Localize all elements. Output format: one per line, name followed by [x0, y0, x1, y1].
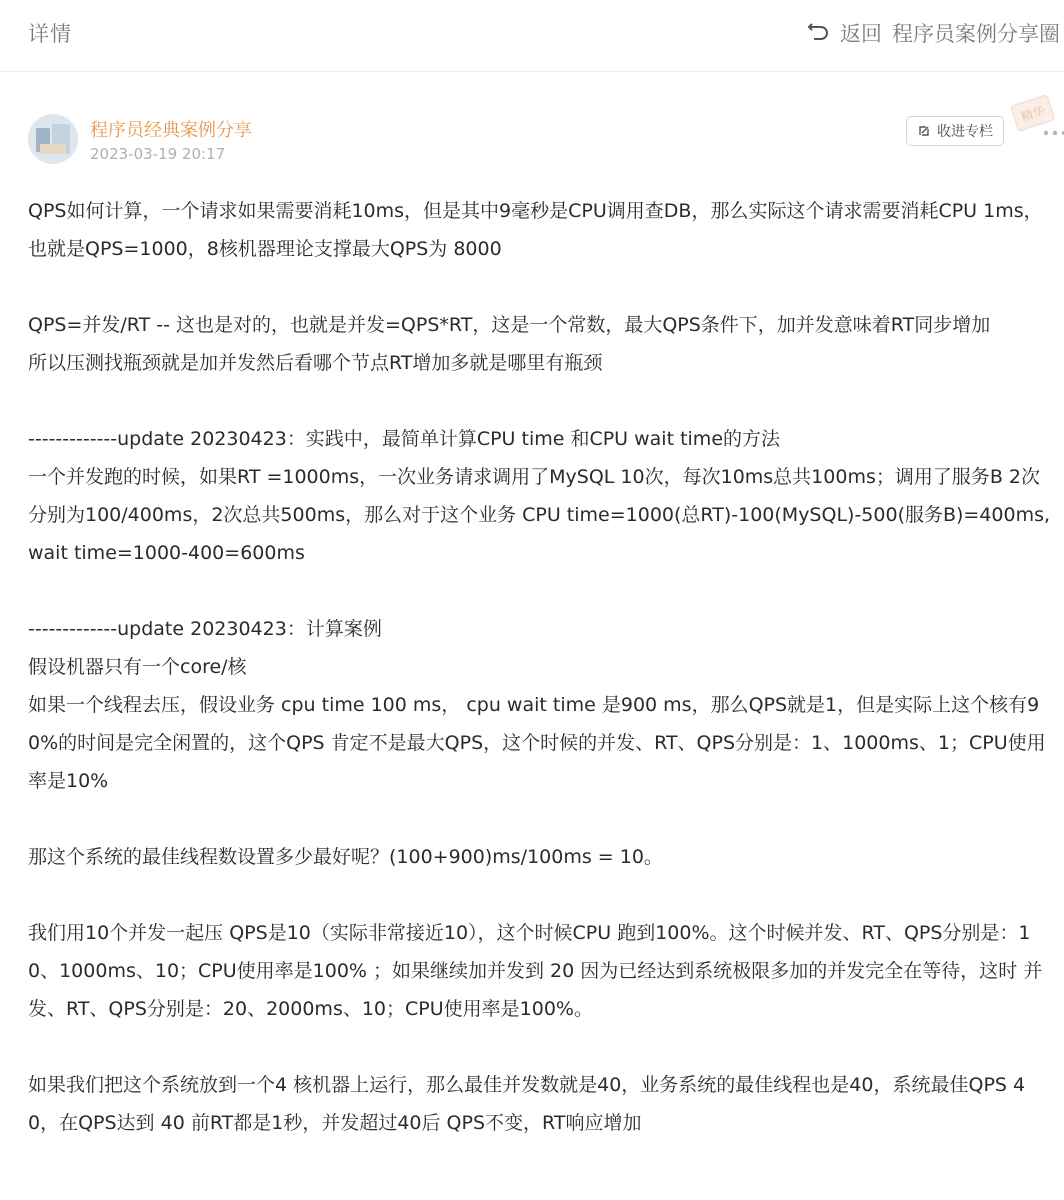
- blank-line: [28, 876, 1054, 914]
- back-button[interactable]: 返回: [840, 22, 882, 46]
- blank-line: [28, 800, 1054, 838]
- paragraph-3: 所以压测找瓶颈就是加并发然后看哪个节点RT增加多就是哪里有瓶颈: [28, 352, 603, 374]
- author-section: [28, 103, 1064, 172]
- paragraph-9: 那这个系统的最佳线程数设置多少最好呢？(100+900)ms/100ms = 10。: [28, 846, 663, 868]
- paragraph-8: 如果一个线程去压，假设业务 cpu time 100 ms， cpu wait time 是900 ms，那么QPS就是1，但是实际上这个核有90%的时间是完全闲置的，这个QPS 肯定不是最大QPS，这个时候的并发、RT、QPS分别是：1、1000ms、1；CPU使用率是10%: [28, 694, 1046, 792]
- avatar[interactable]: [28, 114, 78, 164]
- avatar-image: [28, 114, 78, 164]
- blank-line: [28, 382, 1054, 420]
- author-name[interactable]: 程序员经典案例分享: [90, 120, 252, 141]
- back-nav[interactable]: [806, 18, 1060, 48]
- paragraph-6: -------------update 20230423：计算案例: [28, 618, 382, 640]
- top-bar: [0, 0, 1064, 72]
- post-content: [28, 192, 1054, 1142]
- collect-label: 收进专栏: [937, 124, 993, 140]
- paragraph-10: 我们用10个并发一起压 QPS是10（实际非常接近10），这个时候CPU 跑到100%。这个时候并发、RT、QPS分别是：10、1000ms、10；CPU使用率是100% ；如果继续加并发到 20 因为已经达到系统极限多加的并发完全在等待，这时 并发、RT、QPS分别是：20、2000ms、10；CPU使用率是100%。: [28, 922, 1043, 1020]
- paragraph-7: 假设机器只有一个core/核: [28, 656, 247, 678]
- featured-badge-text: 精华: [1019, 103, 1047, 125]
- post-time: 2023-03-19 20:17: [90, 145, 226, 163]
- paragraph-1: QPS如何计算，一个请求如果需要消耗10ms，但是其中9毫秒是CPU调用查DB，那么实际这个请求需要消耗CPU 1ms，也就是QPS=1000，8核机器理论支撑最大QPS为 8000: [28, 200, 1043, 260]
- collect-to-column-button[interactable]: [906, 116, 1004, 146]
- paragraph-5: 一个并发跑的时候，如果RT =1000ms，一次业务请求调用了MySQL 10次，每次10ms总共100ms；调用了服务B 2次分别为100/400ms，2次总共500ms，那么对于这个业务 CPU time=1000(总RT)-100(MySQL)-500(服务B)=400ms, wait time=1000-400=600ms: [28, 466, 1051, 564]
- blank-line: [28, 572, 1054, 610]
- blank-line: [28, 1028, 1054, 1066]
- more-options-icon[interactable]: [1040, 122, 1064, 144]
- page-title: 详情: [28, 22, 72, 46]
- paragraph-4: -------------update 20230423：实践中，最简单计算CPU time 和CPU wait time的方法: [28, 428, 781, 450]
- paragraph-11: 如果我们把这个系统放到一个4 核机器上运行，那么最佳并发数就是40，业务系统的最佳线程也是40，系统最佳QPS 40，在QPS达到 40 前RT都是1秒，并发超过40后 QPS不变，RT响应增加: [28, 1074, 1026, 1134]
- paragraph-2: QPS=并发/RT -- 这也是对的，也就是并发=QPS*RT，这是一个常数，最大QPS条件下，加并发意味着RT同步增加: [28, 314, 991, 336]
- collect-icon: [917, 124, 931, 138]
- back-arrow-icon[interactable]: [806, 22, 830, 44]
- blank-line: [28, 268, 1054, 306]
- group-name[interactable]: 程序员案例分享圈: [892, 22, 1060, 46]
